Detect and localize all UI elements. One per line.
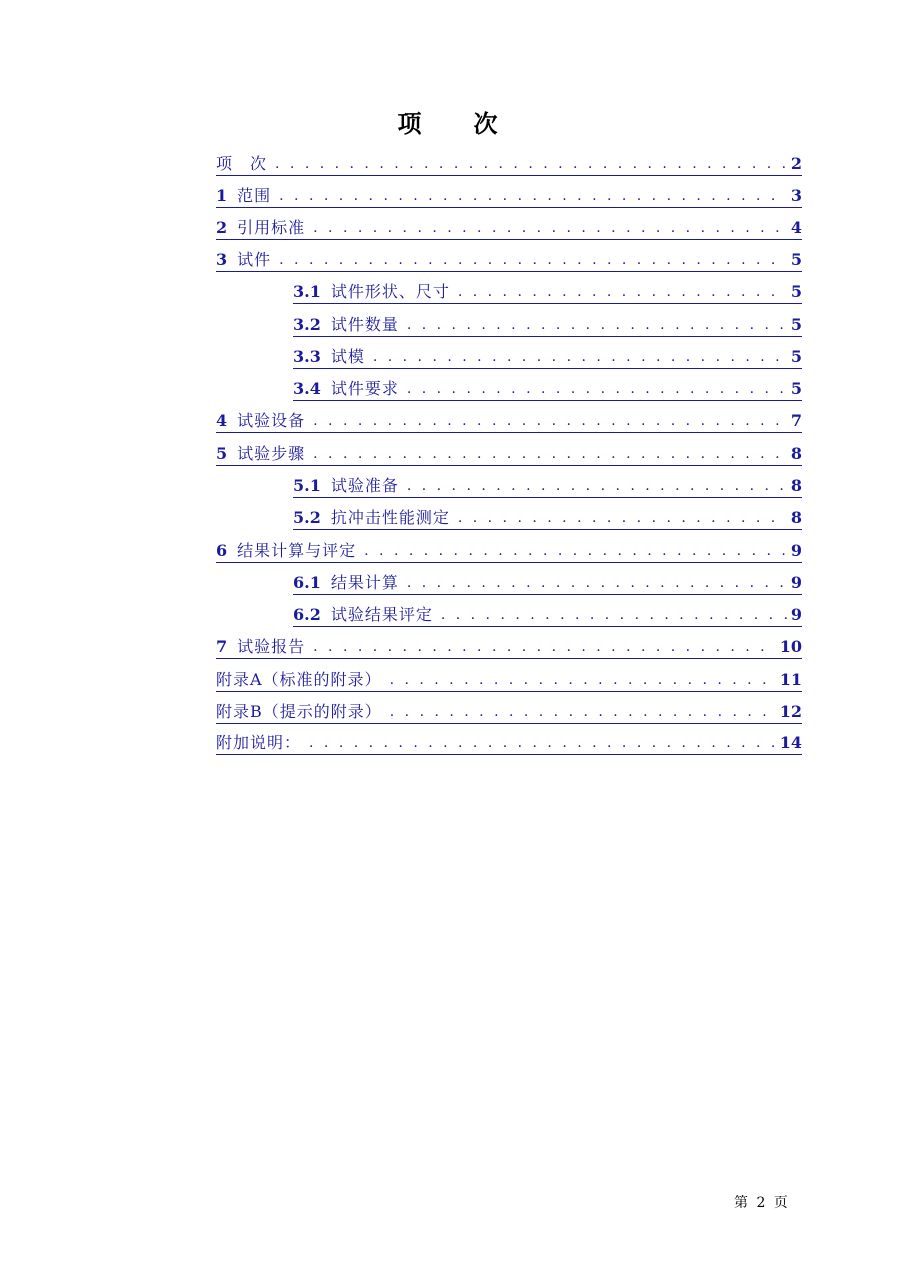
toc-dot-leader <box>313 444 787 464</box>
toc-entry-number: 6.1 <box>293 573 321 592</box>
toc-entry-appendix-b[interactable] <box>216 696 802 724</box>
toc-entry-label: 试件形状、尺寸 <box>330 282 450 301</box>
toc-entry-page: 8 <box>790 476 802 495</box>
toc-entry-number: 7 <box>216 637 228 656</box>
toc-dot-leader <box>279 250 787 270</box>
toc-entry-number: 3.2 <box>293 315 321 334</box>
toc-entry-label: 试验结果评定 <box>330 605 433 624</box>
toc-entry-label: 结果计算 <box>330 573 399 592</box>
toc-entry-scope[interactable] <box>216 180 802 208</box>
toc-dot-leader <box>390 670 776 690</box>
toc-entry-number: 4 <box>216 411 228 430</box>
toc-entry-label: 试验步骤 <box>237 444 306 463</box>
toc-entry-mould[interactable] <box>293 341 802 369</box>
toc-entry-references[interactable] <box>216 212 802 240</box>
toc-entry-number: 5 <box>216 444 228 463</box>
toc-entry-page: 2 <box>790 154 802 173</box>
toc-entry-specimen-requirements[interactable] <box>293 373 802 401</box>
toc-entry-calculation[interactable] <box>293 567 802 595</box>
toc-entry-page: 4 <box>790 218 802 237</box>
toc-entry-label: 试验准备 <box>330 476 399 495</box>
toc-entry-specimen-shape[interactable] <box>293 276 802 304</box>
table-of-contents <box>0 148 909 768</box>
toc-entry-contents[interactable] <box>216 148 802 176</box>
toc-entry-page: 3 <box>790 186 802 205</box>
toc-entry-number: 6 <box>216 541 228 560</box>
toc-entry-page: 9 <box>790 541 802 560</box>
toc-entry-label: 试件数量 <box>330 315 399 334</box>
toc-entry-page: 5 <box>790 250 802 269</box>
toc-entry-page: 12 <box>779 702 802 721</box>
toc-entry-number: 3.3 <box>293 347 321 366</box>
toc-entry-label: 附录B（提示的附录） <box>216 702 382 721</box>
toc-entry-page: 10 <box>779 637 802 656</box>
toc-entry-label: 试件要求 <box>330 379 399 398</box>
page-number-footer: 第 2 页 <box>734 1195 790 1211</box>
toc-entry-page: 14 <box>779 733 802 752</box>
toc-entry-page: 5 <box>790 379 802 398</box>
toc-entry-page: 9 <box>790 573 802 592</box>
toc-dot-leader <box>364 541 787 561</box>
toc-entry-label: 试验设备 <box>237 411 306 430</box>
toc-entry-page: 5 <box>790 282 802 301</box>
toc-dot-leader <box>407 476 787 496</box>
toc-entry-number: 5.2 <box>293 508 321 527</box>
toc-dot-leader <box>279 186 787 206</box>
toc-dot-leader <box>407 379 787 399</box>
toc-entry-results[interactable] <box>216 535 802 563</box>
toc-entry-procedure[interactable] <box>216 438 802 466</box>
toc-entry-report[interactable] <box>216 631 802 659</box>
toc-dot-leader <box>313 411 787 431</box>
toc-entry-notes[interactable] <box>216 727 802 755</box>
toc-entry-label: 附加说明： <box>216 733 302 752</box>
toc-entry-page: 9 <box>790 605 802 624</box>
toc-dot-leader <box>313 637 776 657</box>
page-title: 项 次 <box>397 109 512 138</box>
toc-entry-label: 试模 <box>330 347 365 366</box>
toc-dot-leader <box>458 508 787 528</box>
toc-dot-leader <box>407 573 787 593</box>
toc-entry-preparation[interactable] <box>293 470 802 498</box>
toc-entry-page: 5 <box>790 315 802 334</box>
toc-entry-number: 3.1 <box>293 282 321 301</box>
toc-dot-leader <box>275 154 787 174</box>
toc-entry-appendix-a[interactable] <box>216 664 802 692</box>
toc-entry-label: 引用标准 <box>237 218 306 237</box>
toc-entry-page: 5 <box>790 347 802 366</box>
toc-dot-leader <box>390 702 776 722</box>
toc-entry-page: 8 <box>790 444 802 463</box>
toc-entry-specimen[interactable] <box>216 244 802 272</box>
toc-entry-evaluation[interactable] <box>293 599 802 627</box>
toc-dot-leader <box>309 733 776 753</box>
toc-dot-leader <box>407 315 787 335</box>
toc-entry-page: 7 <box>790 411 802 430</box>
toc-entry-page: 11 <box>779 670 802 689</box>
toc-entry-label: 附录A（标准的附录） <box>216 670 382 689</box>
toc-dot-leader <box>441 605 787 625</box>
toc-entry-number: 1 <box>216 186 228 205</box>
toc-entry-number: 3.4 <box>293 379 321 398</box>
toc-entry-specimen-count[interactable] <box>293 309 802 337</box>
toc-entry-number: 6.2 <box>293 605 321 624</box>
toc-entry-equipment[interactable] <box>216 405 802 433</box>
toc-entry-label: 试件 <box>237 250 272 269</box>
toc-entry-number: 5.1 <box>293 476 321 495</box>
toc-entry-label: 结果计算与评定 <box>237 541 357 560</box>
toc-entry-label: 抗冲击性能测定 <box>330 508 450 527</box>
toc-dot-leader <box>313 218 787 238</box>
toc-entry-number: 2 <box>216 218 228 237</box>
toc-entry-label: 项 次 <box>216 154 268 173</box>
toc-entry-label: 范围 <box>237 186 272 205</box>
toc-dot-leader <box>373 347 787 367</box>
toc-entry-label: 试验报告 <box>237 637 306 656</box>
toc-dot-leader <box>458 282 787 302</box>
toc-entry-impact-test[interactable] <box>293 502 802 530</box>
toc-entry-number: 3 <box>216 250 228 269</box>
toc-entry-page: 8 <box>790 508 802 527</box>
